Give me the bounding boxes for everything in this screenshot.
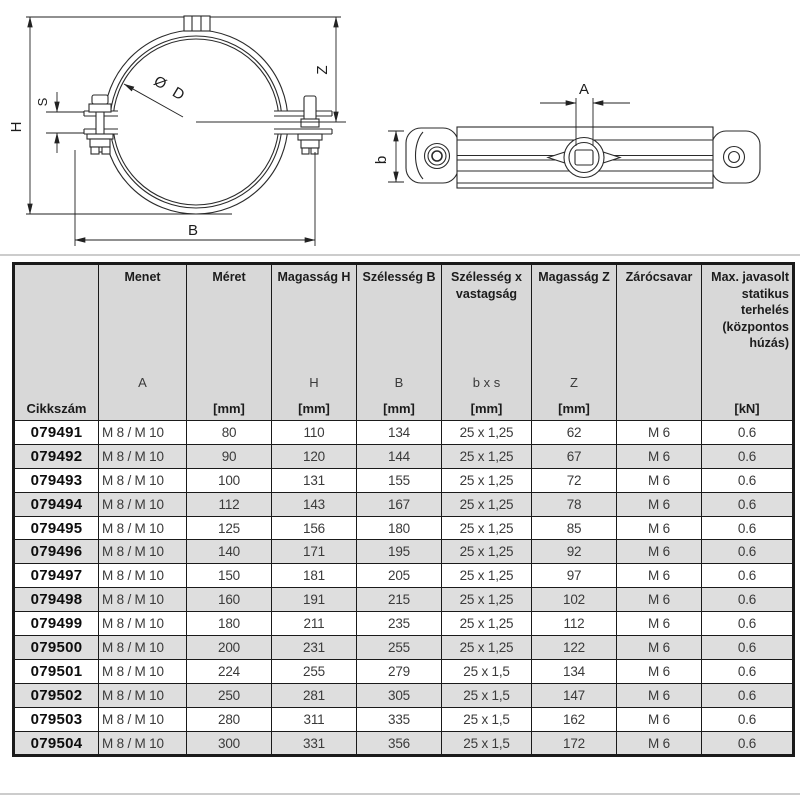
table-cell: 195 xyxy=(357,540,442,564)
table-cell: 0.6 xyxy=(702,707,794,731)
col-header-magassag-z xyxy=(532,264,617,421)
table-cell: M 8 / M 10 xyxy=(99,444,187,468)
table-cell: 134 xyxy=(532,659,617,683)
table-cell: 255 xyxy=(357,636,442,660)
table-row xyxy=(14,516,794,540)
col-symbol xyxy=(18,375,95,401)
cell-cikkszam: 079492 xyxy=(14,444,99,468)
spec-table xyxy=(12,262,795,757)
table-cell: M 6 xyxy=(617,540,702,564)
table-row xyxy=(14,540,794,564)
table-cell: 255 xyxy=(272,659,357,683)
table-cell: 25 x 1,25 xyxy=(442,516,532,540)
table-cell: M 6 xyxy=(617,421,702,445)
table-row xyxy=(14,492,794,516)
table-cell: 0.6 xyxy=(702,492,794,516)
center-nut xyxy=(575,150,593,165)
table-cell: 280 xyxy=(187,707,272,731)
table-cell: M 8 / M 10 xyxy=(99,516,187,540)
top-connector xyxy=(184,16,210,31)
table-cell: M 6 xyxy=(617,731,702,756)
table-cell: M 6 xyxy=(617,492,702,516)
col-symbol: A xyxy=(138,375,147,390)
table-cell: 97 xyxy=(532,564,617,588)
table-cell: 0.6 xyxy=(702,731,794,756)
table-cell: 80 xyxy=(187,421,272,445)
col-title: Menet xyxy=(124,270,161,284)
col-header-magassag-h xyxy=(272,264,357,421)
table-cell: 180 xyxy=(187,612,272,636)
table-cell: M 6 xyxy=(617,612,702,636)
table-cell: 0.6 xyxy=(702,444,794,468)
table-cell: 191 xyxy=(272,588,357,612)
table-cell: 25 x 1,25 xyxy=(442,421,532,445)
cell-cikkszam: 079496 xyxy=(14,540,99,564)
table-cell: 85 xyxy=(532,516,617,540)
table-row xyxy=(14,421,794,445)
table-cell: 78 xyxy=(532,492,617,516)
dim-label-b-width: B xyxy=(187,222,199,239)
table-cell: 211 xyxy=(272,612,357,636)
table-cell: 215 xyxy=(357,588,442,612)
col-header-cikkszam xyxy=(14,264,99,421)
table-row xyxy=(14,659,794,683)
col-symbol: H xyxy=(309,375,319,390)
table-cell: 156 xyxy=(272,516,357,540)
table-cell: 25 x 1,5 xyxy=(442,659,532,683)
table-cell: 200 xyxy=(187,636,272,660)
col-unit: [mm] xyxy=(298,401,330,416)
col-title: Szélesség x vastagság xyxy=(451,270,522,301)
spec-table-body xyxy=(14,421,794,756)
table-cell: 300 xyxy=(187,731,272,756)
col-title: Magasság H xyxy=(277,270,351,284)
table-cell: 25 x 1,25 xyxy=(442,636,532,660)
table-cell: M 8 / M 10 xyxy=(99,636,187,660)
col-symbol: b x s xyxy=(472,375,501,390)
table-cell: 150 xyxy=(187,564,272,588)
col-header-zarocsavar xyxy=(617,264,702,421)
table-cell: 25 x 1,25 xyxy=(442,468,532,492)
table-cell: M 8 / M 10 xyxy=(99,468,187,492)
table-cell: 25 x 1,5 xyxy=(442,683,532,707)
table-cell: 162 xyxy=(532,707,617,731)
table-cell: 335 xyxy=(357,707,442,731)
table-cell: 224 xyxy=(187,659,272,683)
side-view-drawing xyxy=(406,127,760,188)
col-symbol: Z xyxy=(570,375,578,390)
dim-label-z: Z xyxy=(314,65,331,75)
col-unit xyxy=(102,401,183,417)
table-cell: M 8 / M 10 xyxy=(99,731,187,756)
table-cell: 281 xyxy=(272,683,357,707)
table-cell: M 6 xyxy=(617,659,702,683)
cell-cikkszam: 079497 xyxy=(14,564,99,588)
col-title: Méret xyxy=(212,270,246,284)
table-cell: M 6 xyxy=(617,636,702,660)
col-symbol xyxy=(620,375,698,401)
right-tab xyxy=(712,131,760,183)
table-cell: 0.6 xyxy=(702,540,794,564)
cell-cikkszam: 079493 xyxy=(14,468,99,492)
col-unit: [mm] xyxy=(558,401,590,416)
col-header-meret xyxy=(187,264,272,421)
cell-cikkszam: 079491 xyxy=(14,421,99,445)
table-cell: 0.6 xyxy=(702,659,794,683)
col-unit: [mm] xyxy=(470,401,503,416)
dim-label-a: A xyxy=(578,81,590,98)
cell-cikkszam: 079498 xyxy=(14,588,99,612)
col-header-szelesseg-b xyxy=(357,264,442,421)
table-cell: M 8 / M 10 xyxy=(99,612,187,636)
cell-cikkszam: 079494 xyxy=(14,492,99,516)
table-cell: 143 xyxy=(272,492,357,516)
table-cell: 155 xyxy=(357,468,442,492)
table-cell: 134 xyxy=(357,421,442,445)
col-title: Magasság Z xyxy=(538,270,610,284)
table-cell: 25 x 1,25 xyxy=(442,588,532,612)
table-cell: 205 xyxy=(357,564,442,588)
table-row xyxy=(14,683,794,707)
col-unit xyxy=(620,401,698,417)
table-cell: 140 xyxy=(187,540,272,564)
cell-cikkszam: 079502 xyxy=(14,683,99,707)
table-cell: M 6 xyxy=(617,588,702,612)
table-cell: 112 xyxy=(532,612,617,636)
table-cell: 112 xyxy=(187,492,272,516)
table-cell: 144 xyxy=(357,444,442,468)
table-cell: 0.6 xyxy=(702,564,794,588)
table-cell: 305 xyxy=(357,683,442,707)
table-row xyxy=(14,564,794,588)
table-cell: 25 x 1,25 xyxy=(442,492,532,516)
table-cell: M 8 / M 10 xyxy=(99,659,187,683)
table-row xyxy=(14,468,794,492)
table-cell: 356 xyxy=(357,731,442,756)
table-cell: 131 xyxy=(272,468,357,492)
dim-label-diameter: Ø D xyxy=(150,72,190,106)
table-cell: 90 xyxy=(187,444,272,468)
table-header-row xyxy=(14,264,794,421)
section-divider-top xyxy=(0,254,800,256)
dim-label-s: S xyxy=(35,97,50,107)
table-cell: 231 xyxy=(272,636,357,660)
table-cell: 100 xyxy=(187,468,272,492)
col-header-max-terheles xyxy=(702,264,794,421)
col-unit: [mm] xyxy=(383,401,415,416)
table-cell: 110 xyxy=(272,421,357,445)
cell-cikkszam: 079503 xyxy=(14,707,99,731)
section-divider-bottom xyxy=(0,793,800,795)
table-cell: 235 xyxy=(357,612,442,636)
table-cell: M 8 / M 10 xyxy=(99,492,187,516)
table-cell: 171 xyxy=(272,540,357,564)
col-symbol xyxy=(190,375,268,401)
col-symbol: B xyxy=(394,375,404,390)
table-cell: 0.6 xyxy=(702,588,794,612)
table-cell: 311 xyxy=(272,707,357,731)
cell-cikkszam: 079504 xyxy=(14,731,99,756)
table-cell: M 8 / M 10 xyxy=(99,683,187,707)
table-cell: 160 xyxy=(187,588,272,612)
dim-label-h: H xyxy=(8,121,25,133)
table-cell: 25 x 1,25 xyxy=(442,444,532,468)
table-cell: 172 xyxy=(532,731,617,756)
table-cell: 0.6 xyxy=(702,612,794,636)
table-cell: 122 xyxy=(532,636,617,660)
table-cell: 72 xyxy=(532,468,617,492)
table-cell: 125 xyxy=(187,516,272,540)
table-cell: 120 xyxy=(272,444,357,468)
table-cell: M 6 xyxy=(617,516,702,540)
col-title: Szélesség B xyxy=(362,270,436,284)
table-cell: M 6 xyxy=(617,683,702,707)
technical-drawings xyxy=(0,0,800,253)
table-cell: M 8 / M 10 xyxy=(99,707,187,731)
table-cell: M 8 / M 10 xyxy=(99,564,187,588)
table-cell: M 6 xyxy=(617,707,702,731)
table-row xyxy=(14,588,794,612)
cell-cikkszam: 079501 xyxy=(14,659,99,683)
table-row xyxy=(14,636,794,660)
table-cell: M 6 xyxy=(617,564,702,588)
right-bolt xyxy=(298,96,322,154)
table-cell: M 8 / M 10 xyxy=(99,421,187,445)
cell-cikkszam: 079499 xyxy=(14,612,99,636)
table-cell: 180 xyxy=(357,516,442,540)
col-header-szelesseg-vastagsag xyxy=(442,264,532,421)
table-row xyxy=(14,612,794,636)
table-cell: 25 x 1,25 xyxy=(442,564,532,588)
table-row xyxy=(14,707,794,731)
table-cell: 0.6 xyxy=(702,468,794,492)
table-cell: 25 x 1,25 xyxy=(442,540,532,564)
table-cell: 147 xyxy=(532,683,617,707)
cell-cikkszam: 079495 xyxy=(14,516,99,540)
col-unit: Cikkszám xyxy=(26,401,87,416)
table-cell: M 6 xyxy=(617,468,702,492)
table-cell: 167 xyxy=(357,492,442,516)
table-cell: 25 x 1,5 xyxy=(442,707,532,731)
table-cell: 181 xyxy=(272,564,357,588)
col-unit: [kN] xyxy=(734,401,760,416)
table-cell: 62 xyxy=(532,421,617,445)
table-cell: 92 xyxy=(532,540,617,564)
table-cell: 250 xyxy=(187,683,272,707)
col-header-menet xyxy=(99,264,187,421)
front-view-drawing xyxy=(84,16,346,214)
table-cell: M 8 / M 10 xyxy=(99,588,187,612)
table-cell: 67 xyxy=(532,444,617,468)
col-unit: [mm] xyxy=(213,401,245,416)
table-cell: 0.6 xyxy=(702,516,794,540)
table-cell: M 6 xyxy=(617,444,702,468)
table-cell: M 8 / M 10 xyxy=(99,540,187,564)
table-cell: 25 x 1,25 xyxy=(442,612,532,636)
table-cell: 331 xyxy=(272,731,357,756)
table-cell: 0.6 xyxy=(702,636,794,660)
table-cell: 0.6 xyxy=(702,421,794,445)
col-symbol xyxy=(705,375,789,401)
table-row xyxy=(14,444,794,468)
table-row xyxy=(14,731,794,756)
table-cell: 25 x 1,5 xyxy=(442,731,532,756)
col-title: Zárócsavar xyxy=(625,270,693,284)
table-cell: 0.6 xyxy=(702,683,794,707)
table-cell: 279 xyxy=(357,659,442,683)
table-cell: 102 xyxy=(532,588,617,612)
dim-label-b-height: b xyxy=(373,155,390,165)
cell-cikkszam: 079500 xyxy=(14,636,99,660)
col-title: Max. javasolt statikus terhelés (központos húzás) xyxy=(711,270,789,350)
